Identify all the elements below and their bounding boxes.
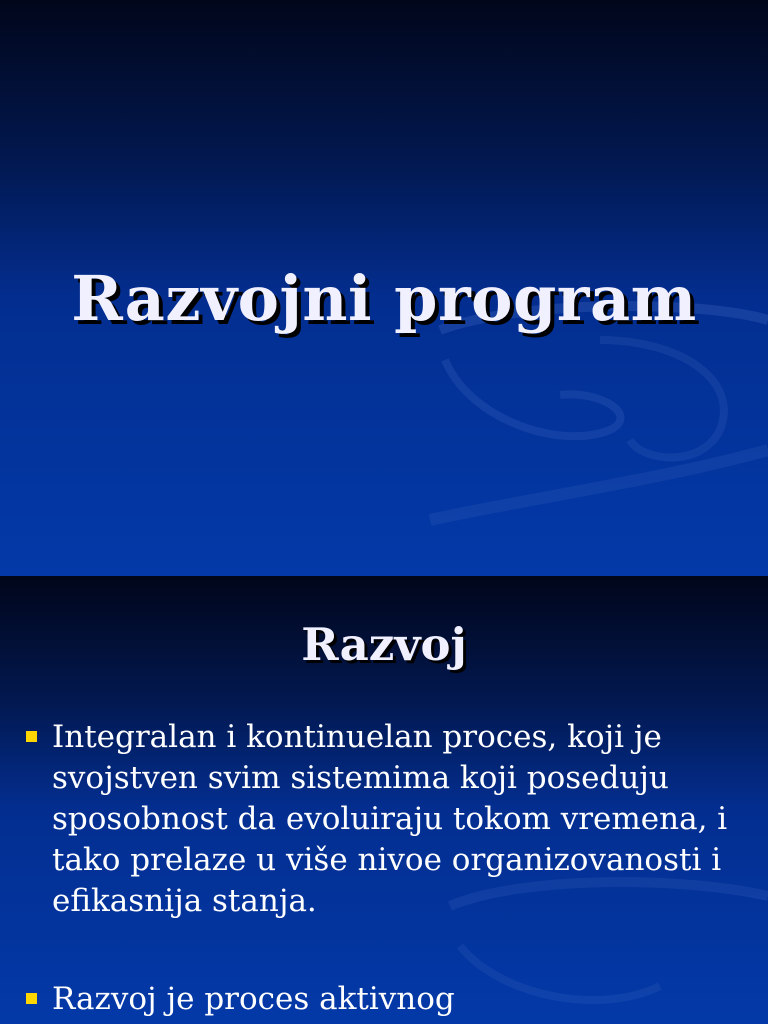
slide-2-title: Razvoj (301, 618, 467, 671)
bullet-item (22, 979, 752, 1024)
slide-1-title: Razvojni program (71, 262, 697, 335)
bullet-text: Razvoj je proces aktivnog (52, 981, 455, 1017)
bullet-item (22, 717, 752, 927)
bullet-square-icon (26, 731, 37, 742)
bullet-square-icon (26, 993, 37, 1004)
bullet-text: Integralan i kontinuelan proces, koji je svojstven svim sistemima koji poseduju sposobnost da evoluiraju tokom vremena, i tako prelaze u više nivoe organizovanosti i efikasnija stanja. (52, 719, 728, 919)
